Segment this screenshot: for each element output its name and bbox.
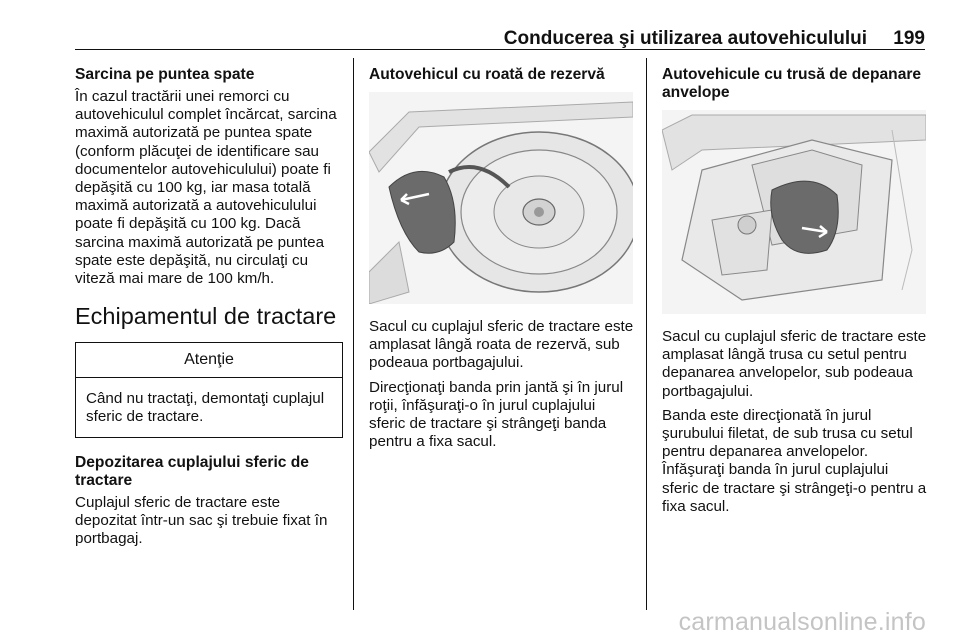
heading-tyre-repair-kit-vehicle: Autovehicule cu trusă de depanare anvelope — [662, 66, 922, 101]
warning-body — [76, 378, 342, 436]
heading-towbar-storage: Depozitarea cuplajului sferic de tractare — [75, 453, 309, 489]
header-title: Conducerea şi utilizarea autovehiculului — [503, 28, 867, 49]
column-1 — [75, 66, 343, 554]
section-title-towing-equipment: Echipamentul de tractare — [75, 303, 337, 330]
heading-rear-axle-load: Sarcina pe puntea spate — [75, 66, 255, 83]
spare-wheel-illustration — [369, 92, 633, 304]
heading-spare-wheel-vehicle: Autovehicul cu roată de rezervă — [369, 66, 605, 83]
paragraph-rear-axle-load: În cazul tractării unei remorci cu autovehiculul complet încărcat, sarcina maximă autorizată pe puntea spate (conform plăcuţei de identificare sau documentelor autovehiculului) poate fi depăşită cu 100 kg, iar masa totală maximă autorizată a autovehiculului poate fi depăşită cu 100 kg. Dacă sarcina maximă autorizată pe puntea spate este depăşită, nu circulaţi cu viteză mai mare de 100 km/h. — [75, 88, 337, 288]
page-header — [75, 28, 925, 50]
tyre-repair-kit-illustration — [662, 110, 926, 314]
paragraph-spare-wheel-strap: Direcţionaţi banda prin jantă şi în jurul roţii, înfăşuraţi-o în jurul cuplajului sferic de tractare şi strângeţi banda pentru a fixa sacul. — [369, 378, 624, 451]
watermark: carmanualsonline.info — [678, 608, 926, 636]
column-divider-1 — [353, 58, 354, 610]
column-2 — [369, 66, 635, 457]
warning-text: Când nu tractaţi, demontaţi cuplajul sferic de tractare. — [86, 390, 325, 426]
paragraph-towbar-storage: Cuplajul sferic de tractare este depozitat într-un sac şi trebuie fixat în portbagaj. — [75, 493, 328, 548]
paragraph-spare-wheel-location: Sacul cu cuplajul sferic de tractare este amplasat lângă roata de rezervă, sub podeaua portbagajului. — [369, 318, 634, 372]
paragraph-repair-kit-strap: Banda este direcţionată în jurul şurubului filetat, de sub trusa cu setul pentru depanarea anvelopelor. Înfăşuraţi banda în jurul cuplajului sferic de tractare şi strângeţi-o pentru a fixa sacul. — [662, 406, 927, 515]
warning-box — [75, 342, 343, 437]
column-3 — [662, 66, 928, 522]
page-number: 199 — [893, 28, 925, 49]
header-rule — [75, 49, 925, 50]
warning-title: Atenţie — [76, 343, 342, 378]
paragraph-repair-kit-location: Sacul cu cuplajul sferic de tractare este amplasat lângă trusa cu setul pentru depanarea anvelopelor, sub podeaua portbagajului. — [662, 328, 927, 400]
column-divider-2 — [646, 58, 647, 610]
